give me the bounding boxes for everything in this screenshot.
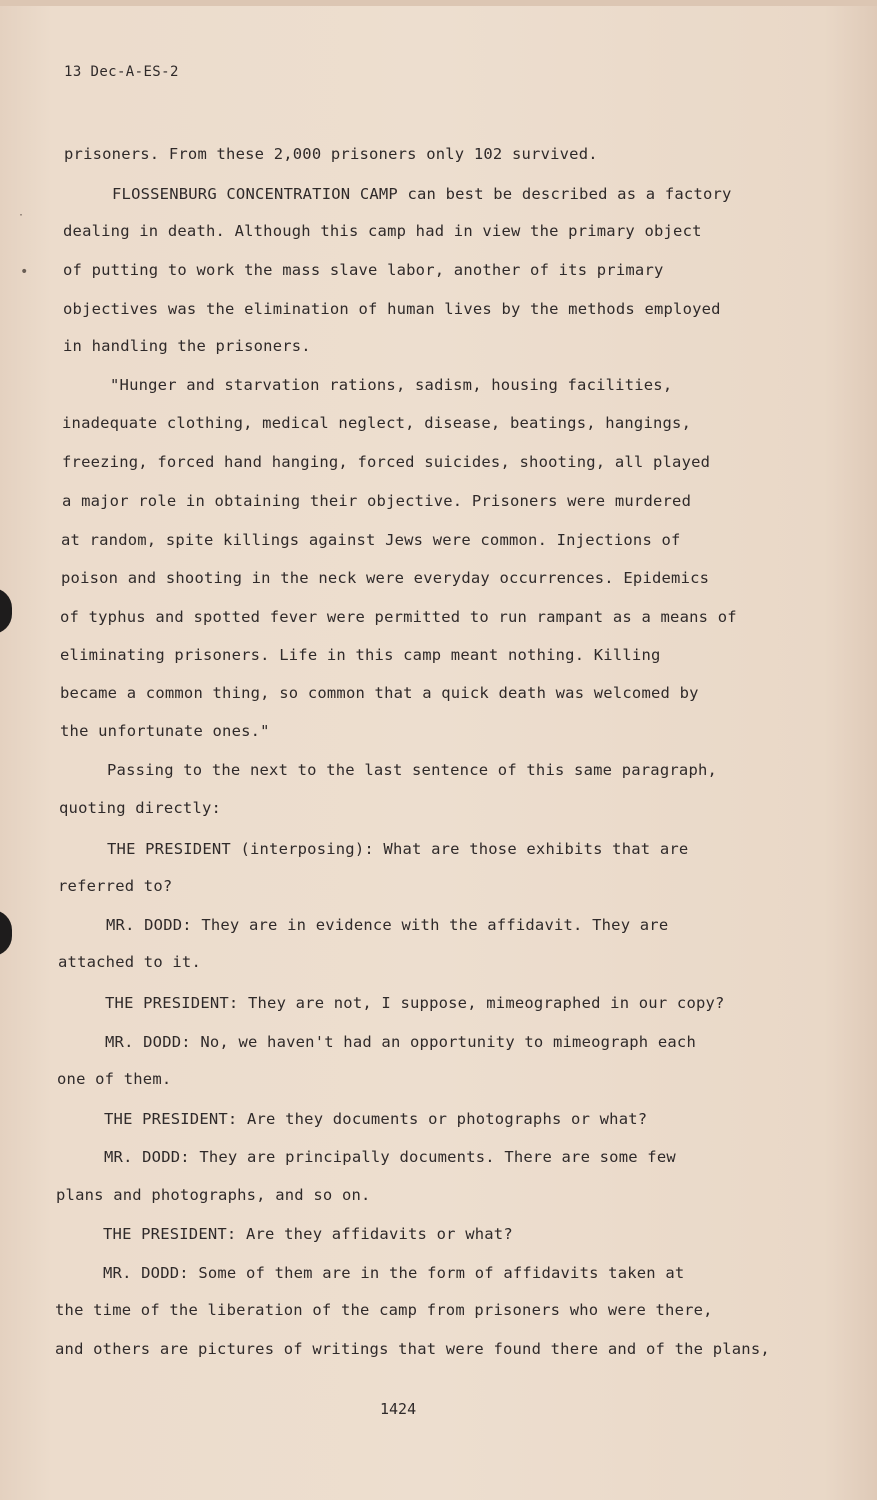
binder-tab-bottom — [0, 910, 12, 956]
text-line: plans and photographs, and so on. — [56, 1186, 371, 1204]
text-line: THE PRESIDENT: They are not, I suppose, mimeographed in our copy? — [105, 994, 725, 1012]
text-line: the unfortunate ones." — [60, 722, 270, 740]
text-line: freezing, forced hand hanging, forced suicides, shooting, all played — [62, 453, 711, 471]
binder-tab-top — [0, 588, 12, 634]
text-line: and others are pictures of writings that were found there and of the plans, — [55, 1340, 770, 1358]
stray-mark: • — [20, 264, 29, 280]
text-line: prisoners. From these 2,000 prisoners only 102 survived. — [64, 145, 598, 163]
page-number: 1424 — [380, 1400, 417, 1418]
text-line: of putting to work the mass slave labor, another of its primary — [63, 261, 664, 279]
text-line: quoting directly: — [59, 799, 222, 817]
text-line: MR. DODD: They are principally documents. There are some few — [104, 1148, 676, 1166]
text-line: one of them. — [57, 1070, 172, 1088]
text-line: in handling the prisoners. — [63, 337, 311, 355]
text-line: attached to it. — [58, 953, 201, 971]
text-line: inadequate clothing, medical neglect, disease, beatings, hangings, — [62, 414, 692, 432]
text-line: a major role in obtaining their objective. Prisoners were murdered — [62, 492, 692, 510]
text-line: objectives was the elimination of human lives by the methods employed — [63, 300, 721, 318]
text-line: eliminating prisoners. Life in this camp meant nothing. Killing — [60, 646, 661, 664]
text-line: FLOSSENBURG CONCENTRATION CAMP can best be described as a factory — [112, 185, 732, 203]
stray-mark: · — [18, 210, 25, 221]
text-line: THE PRESIDENT (interposing): What are those exhibits that are — [107, 840, 689, 858]
text-line: MR. DODD: They are in evidence with the affidavit. They are — [106, 916, 669, 934]
text-line: the time of the liberation of the camp from prisoners who were there, — [55, 1301, 713, 1319]
text-line: poison and shooting in the neck were everyday occurrences. Epidemics — [61, 569, 710, 587]
text-line: became a common thing, so common that a quick death was welcomed by — [60, 684, 699, 702]
text-line: MR. DODD: No, we haven't had an opportunity to mimeograph each — [105, 1033, 696, 1051]
text-line: referred to? — [58, 877, 173, 895]
page-edge — [0, 0, 877, 6]
text-line: Passing to the next to the last sentence of this same paragraph, — [107, 761, 718, 779]
text-line: MR. DODD: Some of them are in the form of affidavits taken at — [103, 1264, 685, 1282]
text-line: THE PRESIDENT: Are they affidavits or what? — [103, 1225, 513, 1243]
text-line: dealing in death. Although this camp had in view the primary object — [63, 222, 702, 240]
text-line: THE PRESIDENT: Are they documents or photographs or what? — [104, 1110, 648, 1128]
text-line: at random, spite killings against Jews were common. Injections of — [61, 531, 681, 549]
text-line: of typhus and spotted fever were permitted to run rampant as a means of — [60, 608, 737, 626]
text-line: "Hunger and starvation rations, sadism, housing facilities, — [110, 376, 673, 394]
document-header: 13 Dec-A-ES-2 — [64, 64, 179, 80]
